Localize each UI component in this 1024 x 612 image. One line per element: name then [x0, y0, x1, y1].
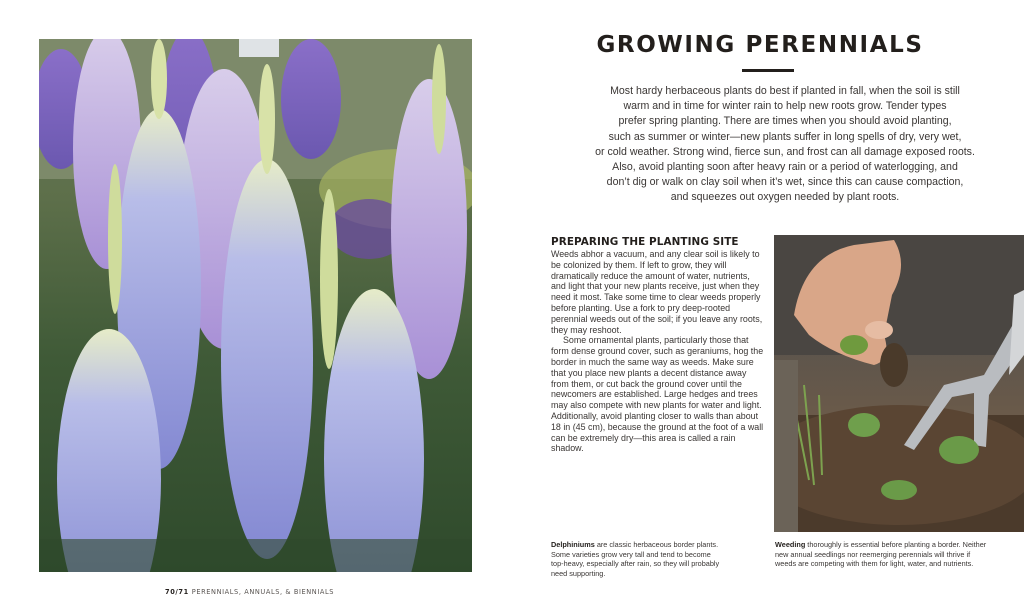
photo-caption-delphiniums	[551, 540, 721, 578]
delphinium-photo	[39, 39, 472, 572]
caption-bold-term: Delphiniums	[551, 540, 595, 549]
intro-paragraph	[590, 84, 980, 206]
body-paragraph: Weeds abhor a vacuum, and any clear soil is likely to be colonized by them. If left to grow, they will dramatically reduce the amount of water, nutrients, and light that your new plants receive, just when they need it most. Take some time to clear weeds properly before planting. Use a fork to pry deep-rooted perennial weeds out of the soil; if you leave any roots, they may reshoot.	[551, 249, 763, 335]
weeding-illustration	[774, 235, 1024, 532]
caption-bold-term: Weeding	[775, 540, 806, 549]
section-heading: PREPARING THE PLANTING SITE	[551, 236, 739, 248]
running-section-title: PERENNIALS, ANNUALS, & BIENNIALS	[191, 588, 335, 596]
weeding-photo	[774, 235, 1024, 532]
intro-line: don’t dig or walk on clay soil when it’s wet, since this can cause compaction,	[606, 176, 964, 189]
page-title: GROWING PERENNIALS	[596, 32, 924, 58]
section-body	[551, 249, 766, 454]
page-numbers: 70/71	[165, 588, 189, 596]
intro-line: warm and in time for winter rain to help new roots grow. Tender types	[623, 100, 947, 113]
caption-text: thoroughly is essential before planting a border. Neither new annual seedlings nor reemerging perennials will thrive if weeds are competing with them for light, water, and nutrients.	[775, 540, 987, 569]
page-folio	[165, 588, 334, 596]
intro-line: Also, avoid planting soon after heavy rain or a period of waterlogging, and	[612, 161, 958, 174]
intro-line: Most hardy herbaceous plants do best if planted in fall, when the soil is still	[610, 85, 960, 97]
body-paragraph: Some ornamental plants, particularly those that form dense ground cover, such as geraniums, hog the border in much the same way as weeds. Make sure that you place new plants a decent distance away from them, or cut back the ground cover until the newcomers are established. Large hedges and trees may also compete with new plants for water and light. Additionally, avoid planting closer to walls than about 18 in (45 cm), because the ground at the foot of a wall can be extremely dry—this area is called a rain shadow.	[551, 335, 764, 454]
caption-text: are classic herbaceous border plants. Some varieties grow very tall and tend to become top-heavy, especially after rain, so they will probably need supporting.	[551, 540, 720, 578]
intro-line: and squeezes out oxygen needed by plant roots.	[670, 191, 900, 204]
delphinium-illustration	[39, 39, 472, 572]
intro-line: prefer spring planting. There are times when you should avoid planting,	[618, 115, 952, 128]
photo-caption-weeding	[775, 540, 990, 569]
intro-line: such as summer or winter—new plants suffer in long spells of dry, very wet,	[608, 130, 962, 143]
title-divider	[742, 69, 794, 72]
intro-line: or cold weather. Strong wind, fierce sun, and frost can all damage exposed roots.	[595, 145, 975, 158]
